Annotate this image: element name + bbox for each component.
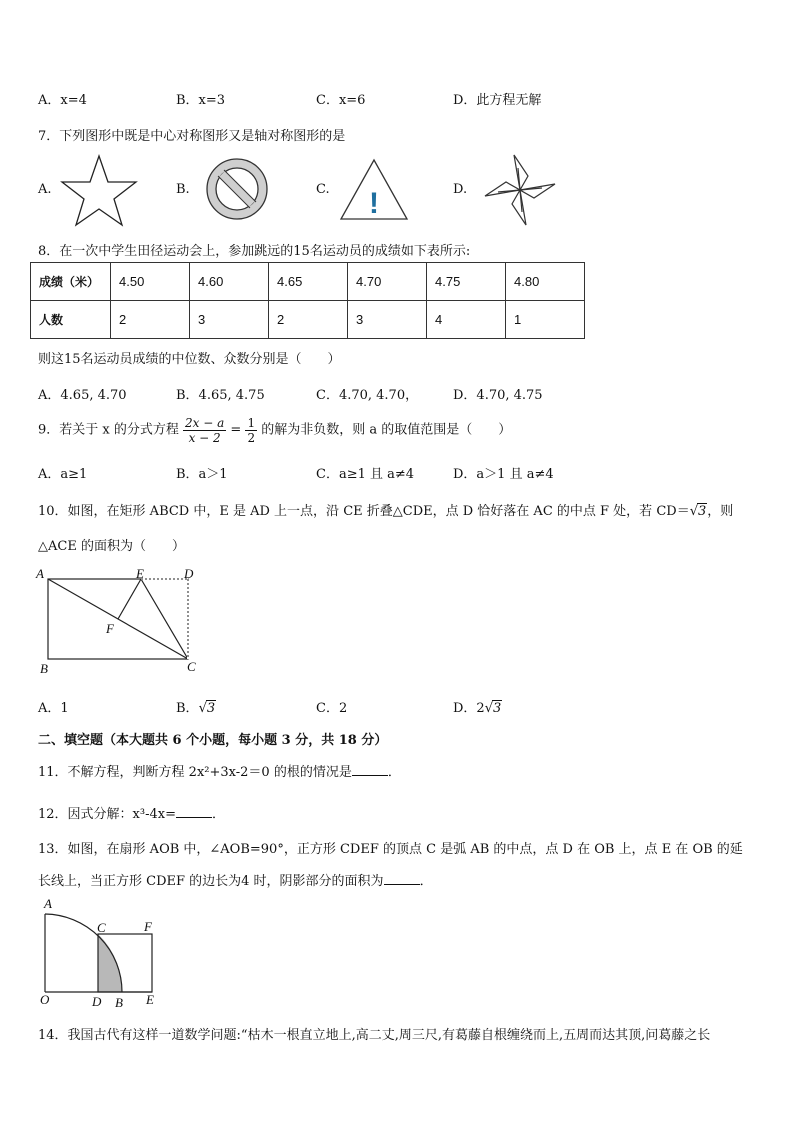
table-cell: 2 xyxy=(269,301,348,339)
radical-sign: √ xyxy=(198,701,207,716)
q8-option-a: A．4.65, 4.70 xyxy=(38,388,127,403)
q6-option-b: B．x=3 xyxy=(176,93,226,108)
table-header-score: 成绩（米） xyxy=(31,263,111,301)
q10-line1-end: ，则 xyxy=(707,504,734,519)
q9-option-b: B．a＞1 xyxy=(176,467,228,482)
q10-option-c: C．2 xyxy=(316,701,348,716)
q9-fraction-right-numerator: 1 xyxy=(247,416,256,430)
table-cell: 3 xyxy=(190,301,269,339)
q9-prefix: 9．若关于 x 的分式方程 xyxy=(38,422,179,438)
q8-option-c: C．4.70, 4.70， xyxy=(316,388,419,403)
q10-line1 xyxy=(38,500,733,519)
q13-label-a: A xyxy=(44,896,52,911)
q7-label-b: B. xyxy=(176,182,190,197)
q9-fraction-left-denominator: x − 2 xyxy=(188,431,221,445)
q9-option-a: A．a≥1 xyxy=(38,467,88,482)
warning-triangle-icon xyxy=(338,157,410,223)
q7-label-a: A. xyxy=(38,182,52,197)
table-cell: 4.70 xyxy=(348,263,427,301)
q11-end: ． xyxy=(387,765,401,780)
q10-line2: △ACE 的面积为（ ） xyxy=(38,539,185,554)
q9-suffix: 的解为非负数，则 a 的取值范围是（ ） xyxy=(261,422,512,438)
q10-label-d: D xyxy=(184,566,194,581)
q10-label-f: F xyxy=(106,621,114,636)
table-cell: 4 xyxy=(427,301,506,339)
q8-option-d: D．4.70, 4.75 xyxy=(453,388,543,403)
q10-line1-text: 10．如图，在矩形 ABCD 中，E 是 AD 上一点，沿 CE 折叠△CDE，点 D 恰好落在 AC 的中点 F 处，若 CD＝ xyxy=(38,504,690,519)
table-header-count: 人数 xyxy=(31,301,111,339)
q10-option-b-label: B． xyxy=(176,701,199,716)
radical-sign: √ xyxy=(484,701,493,716)
q10-label-a: A xyxy=(36,566,44,581)
q7-label-d: D. xyxy=(453,182,468,197)
q8-option-b: B．4.65, 4.75 xyxy=(176,388,265,403)
q10-option-a: A．1 xyxy=(38,701,69,716)
q11-text: 11．不解方程，判断方程 2x²+3x-2＝0 的根的情况是 xyxy=(38,765,352,780)
q6-option-c: C．x=6 xyxy=(316,93,366,108)
q9-option-d: D．a＞1 且 a≠4 xyxy=(453,467,554,482)
q13-label-d: D xyxy=(92,994,102,1009)
table-cell: 4.50 xyxy=(111,263,190,301)
star-icon xyxy=(60,152,140,228)
q13-line2-text: 长线上，当正方形 CDEF 的边长为4 时，阴影部分的面积为 xyxy=(38,874,384,889)
q10-label-c: C xyxy=(187,659,196,674)
q12-text: 12．因式分解：x³-4x= xyxy=(38,807,176,822)
q10-option-d xyxy=(453,697,502,716)
q13-label-c: C xyxy=(97,920,106,935)
no-entry-sign-icon xyxy=(202,154,272,224)
table-cell: 4.65 xyxy=(269,263,348,301)
q10-label-e: E xyxy=(136,566,144,581)
table-cell: 3 xyxy=(348,301,427,339)
answer-blank xyxy=(176,805,212,818)
table-cell: 4.60 xyxy=(190,263,269,301)
section-heading: 二、填空题（本大题共 6 个小题，每小题 3 分，共 18 分） xyxy=(38,733,388,748)
q12 xyxy=(38,803,225,822)
q9-stem xyxy=(38,416,511,445)
q13-label-f: F xyxy=(144,919,152,934)
radical-sign: √ xyxy=(689,504,698,519)
exclamation-mark: ! xyxy=(369,187,379,220)
table-cell: 4.75 xyxy=(427,263,506,301)
pinwheel-icon xyxy=(482,152,562,228)
q9-fraction-left xyxy=(183,416,226,445)
table-row xyxy=(31,301,585,339)
q9-equals: = xyxy=(230,422,242,438)
q10-option-d-radicand: 3 xyxy=(493,701,502,716)
q10-rectangle-figure xyxy=(34,562,204,680)
q8-question: 则这15名运动员成绩的中位数、众数分别是（ ） xyxy=(38,352,341,367)
q11 xyxy=(38,761,401,780)
q13-line2 xyxy=(38,870,433,889)
q10-radicand: 3 xyxy=(698,504,707,519)
q7-stem: 7．下列图形中既是中心对称图形又是轴对称图形的是 xyxy=(38,129,346,144)
q6-option-a: A．x=4 xyxy=(38,93,87,108)
q14-line1: 14．我国古代有这样一道数学问题:“枯木一根直立地上,高二丈,周三尺,有葛藤自根缠绕而上,五周而达其顶,问葛藤之长 xyxy=(38,1028,711,1043)
q13-line1: 13．如图，在扇形 AOB 中，∠AOB=90°，正方形 CDEF 的顶点 C 是弧 AB 的中点，点 D 在 OB 上，点 E 在 OB 的延 xyxy=(38,842,743,857)
table-cell: 2 xyxy=(111,301,190,339)
scores-table xyxy=(30,262,585,339)
q9-option-c: C．a≥1 且 a≠4 xyxy=(316,467,415,482)
answer-blank xyxy=(384,872,420,885)
q13-label-b: B xyxy=(115,995,123,1010)
table-cell: 4.80 xyxy=(506,263,585,301)
q10-option-b xyxy=(176,697,216,716)
q9-fraction-right-denominator: 2 xyxy=(247,431,256,445)
q9-fraction-left-numerator: 2x − a xyxy=(185,416,225,430)
q6-option-d: D．此方程无解 xyxy=(453,93,542,108)
q13-label-e: E xyxy=(146,992,154,1007)
q10-option-d-label: D．2 xyxy=(453,701,485,716)
q10-option-b-radicand: 3 xyxy=(206,701,216,716)
q13-line2-end: ． xyxy=(419,874,433,889)
q9-fraction-right xyxy=(245,416,257,445)
q12-end: ． xyxy=(211,807,225,822)
q13-label-o: O xyxy=(40,992,50,1007)
q7-label-c: C. xyxy=(316,182,330,197)
table-cell: 1 xyxy=(506,301,585,339)
q8-stem: 8．在一次中学生田径运动会上，参加跳远的15名运动员的成绩如下表所示: xyxy=(38,244,471,259)
answer-blank xyxy=(352,763,388,776)
q10-label-b: B xyxy=(40,661,48,676)
table-row xyxy=(31,263,585,301)
